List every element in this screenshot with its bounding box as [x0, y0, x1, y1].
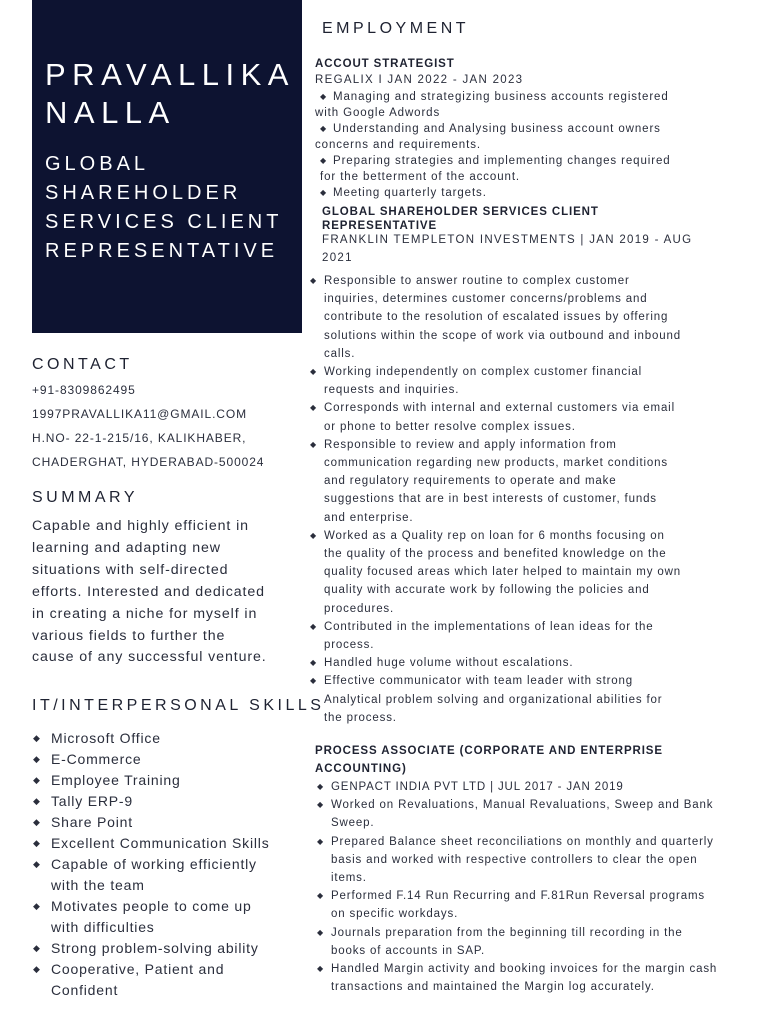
summary-line: Capable and highly efficient in: [32, 518, 249, 534]
job-bullet-item: [315, 960, 767, 996]
job-company-dates: REGALIX I JAN 2022 - JAN 2023: [315, 74, 524, 86]
skill-item: [32, 833, 307, 854]
summary-line: efforts. Interested and dedicated: [32, 583, 265, 600]
name-header-block: [32, 0, 302, 333]
job-bullet-item: [315, 833, 767, 888]
bullet-diamond-icon: ◆: [317, 964, 324, 974]
job-title-line: REPRESENTATIVE: [322, 220, 438, 232]
skills-heading: IT/INTERPERSONAL SKILLS: [32, 697, 325, 714]
job-bullet-item: [300, 654, 762, 672]
skill-item: [32, 812, 307, 833]
job-bullet-text: calls.: [324, 347, 356, 360]
bullet-diamond-icon: ◆: [33, 754, 41, 764]
summary-text: [32, 516, 302, 669]
job-bullet-text: transactions and maintained the Margin log accurately.: [331, 981, 655, 994]
bullet-diamond-icon: ◆: [320, 124, 328, 133]
job-bullet-text: books of accounts in SAP.: [331, 944, 486, 957]
email-address: 1997PRAVALLIKA11@GMAIL.COM: [32, 407, 247, 421]
job-bullet-item: [315, 121, 767, 153]
job-bullet-text: the process.: [324, 711, 397, 724]
job-bullet-text: ◆ Understanding and Analysing business account owners: [320, 123, 661, 135]
bullet-diamond-icon: ◆: [33, 901, 41, 911]
bullet-diamond-icon: ◆: [310, 530, 317, 540]
job-bullet-item: [300, 363, 762, 399]
bullet-diamond-icon: ◆: [320, 156, 328, 165]
job-bullet-text: communication regarding new products, market conditions: [324, 457, 668, 470]
skill-text: E-Commerce: [51, 751, 142, 767]
title-line: REPRESENTATIVE: [45, 240, 279, 262]
job-title: [315, 742, 767, 778]
job-bullet-text: GENPACT INDIA PVT LTD | JUL 2017 - JAN 2019: [331, 781, 624, 793]
job-bullet-text: suggestions that are in best interests of customer, funds: [324, 493, 657, 506]
job-bullet-item: [300, 399, 762, 435]
bullet-diamond-icon: ◆: [33, 838, 41, 848]
contact-heading: CONTACT: [32, 356, 133, 373]
skill-text: Excellent Communication Skills: [51, 835, 270, 851]
bullet-diamond-icon: ◆: [33, 733, 41, 743]
skill-text: Motivates people to come up: [51, 898, 252, 914]
address-line: CHADERGHAT, HYDERABAD-500024: [32, 455, 265, 469]
job-bullet-text: items.: [331, 872, 367, 885]
job-company-dates: [322, 231, 762, 267]
job-bullet-item: [315, 887, 767, 923]
skill-item: [32, 854, 307, 896]
job-bullet-text: inquiries, determines customer concerns/problems and: [324, 293, 648, 306]
job-bullet-text: for the betterment of the account.: [320, 170, 521, 183]
bullet-diamond-icon: ◆: [317, 836, 324, 846]
job-bullet-item: [300, 672, 762, 727]
skill-item: [32, 791, 307, 812]
skill-text: Tally ERP-9: [51, 793, 133, 809]
job-title-line: ACCOUNTING): [315, 763, 407, 775]
job-bullet-item: [315, 89, 767, 121]
job-bullet-text: Worked on Revaluations, Manual Revaluations, Sweep and Bank: [331, 799, 714, 812]
job-bullet-text: procedures.: [324, 602, 395, 615]
job-bullet-text: and enterprise.: [324, 511, 414, 524]
job-bullet-text: Handled Margin activity and booking invoices for the margin cash: [331, 963, 718, 976]
job-entry: [315, 742, 767, 996]
skill-item: [32, 959, 307, 1001]
skill-item: [32, 770, 307, 791]
bullet-diamond-icon: ◆: [33, 859, 41, 869]
job-bullet-item: [300, 436, 762, 527]
job-bullet-item: [315, 924, 767, 960]
job-meta-line: 2021: [322, 252, 353, 264]
job-bullet-item: [315, 153, 767, 185]
skill-text: with difficulties: [51, 919, 155, 935]
job-bullet-text: Responsible to review and apply information from: [324, 438, 617, 451]
bullet-diamond-icon: ◆: [317, 891, 324, 901]
bullet-diamond-icon: ◆: [317, 782, 324, 791]
job-bullet-item: [315, 185, 767, 202]
job-bullet-text: concerns and requirements.: [315, 138, 481, 151]
skill-item: [32, 749, 307, 770]
job-bullet-text: on specific workdays.: [331, 908, 459, 921]
phone-number: +91-8309862495: [32, 383, 136, 397]
job-bullet-list: [315, 89, 767, 202]
candidate-name: [45, 56, 302, 132]
employment-heading: EMPLOYMENT: [322, 20, 470, 37]
job-bullet-text: basis and worked with respective controllers to clear the open: [331, 853, 698, 866]
job-bullet-text: quality with accurate work by following the policies and: [324, 584, 650, 597]
bullet-diamond-icon: ◆: [33, 964, 41, 974]
job-bullet-text: with Google Adwords: [315, 106, 441, 119]
bullet-diamond-icon: ◆: [310, 676, 317, 686]
job-bullet-list: [315, 778, 767, 996]
skill-text: Strong problem-solving ability: [51, 940, 259, 956]
job-entry: [315, 55, 767, 202]
bullet-diamond-icon: ◆: [310, 439, 317, 449]
job-bullet-text: Performed F.14 Run Recurring and F.81Run Reversal programs: [331, 890, 706, 903]
address-line: H.NO- 22-1-215/16, KALIKHABER,: [32, 431, 247, 445]
bullet-diamond-icon: ◆: [33, 943, 41, 953]
title-line: SHAREHOLDER: [45, 182, 242, 204]
job-bullet-text: Contributed in the implementations of lean ideas for the: [324, 620, 654, 633]
skill-text: Confident: [51, 982, 119, 998]
skill-text: with the team: [51, 877, 145, 893]
contact-section: [32, 382, 302, 478]
summary-line: learning and adapting new: [32, 539, 221, 556]
skill-item: [32, 728, 307, 749]
bullet-diamond-icon: ◆: [310, 621, 317, 631]
skill-text: Share Point: [51, 814, 133, 830]
summary-heading: SUMMARY: [32, 489, 138, 506]
skill-item: [32, 938, 307, 959]
name-line: PRAVALLIKA: [45, 57, 295, 92]
summary-line: situations with self-directed: [32, 561, 229, 578]
bullet-diamond-icon: ◆: [310, 276, 317, 285]
job-bullet-text: ◆ Preparing strategies and implementing changes required: [320, 155, 671, 167]
skill-text: Capable of working efficiently: [51, 856, 257, 872]
candidate-title: [45, 150, 302, 266]
skill-item: [32, 896, 307, 938]
job-bullet-item: [315, 778, 767, 796]
job-entry: [310, 203, 762, 727]
job-bullet-text: quality focused areas which later helped to maintain my own: [324, 566, 681, 579]
title-line: GLOBAL: [45, 153, 150, 175]
job-bullet-text: Worked as a Quality rep on loan for 6 months focusing on: [324, 529, 665, 542]
job-bullet-text: Working independently on complex customer financial: [324, 366, 643, 379]
name-line: NALLA: [45, 95, 176, 130]
job-title-line: PROCESS ASSOCIATE (CORPORATE AND ENTERPRISE: [315, 745, 663, 757]
bullet-diamond-icon: ◆: [320, 92, 328, 101]
skill-text: Cooperative, Patient and: [51, 961, 225, 977]
job-bullet-list: [300, 272, 762, 727]
job-bullet-text: Prepared Balance sheet reconciliations on monthly and quarterly: [331, 835, 714, 848]
skill-text: Microsoft Office: [51, 730, 161, 746]
skill-text: Employee Training: [51, 772, 181, 788]
bullet-diamond-icon: ◆: [317, 927, 324, 937]
bullet-diamond-icon: ◆: [33, 817, 41, 827]
bullet-diamond-icon: ◆: [320, 188, 328, 197]
bullet-diamond-icon: ◆: [310, 658, 317, 668]
job-bullet-text: Responsible to answer routine to complex customer: [324, 275, 630, 287]
summary-line: in creating a niche for myself in: [32, 605, 258, 622]
bullet-diamond-icon: ◆: [310, 403, 317, 413]
job-bullet-text: Analytical problem solving and organizational abilities for: [324, 693, 663, 706]
job-bullet-text: solutions within the scope of work via outbound and inbound: [324, 329, 682, 342]
job-title-line: GLOBAL SHAREHOLDER SERVICES CLIENT: [322, 206, 599, 218]
bullet-diamond-icon: ◆: [310, 367, 317, 377]
job-bullet-item: [315, 796, 767, 832]
skills-list: [32, 728, 307, 1001]
job-bullet-text: Handled huge volume without escalations.: [324, 657, 574, 670]
job-bullet-item: [300, 527, 762, 618]
bullet-diamond-icon: ◆: [33, 775, 41, 785]
job-bullet-item: [300, 272, 762, 363]
job-bullet-text: requests and inquiries.: [324, 384, 460, 397]
bullet-diamond-icon: ◆: [33, 796, 41, 806]
job-bullet-text: Effective communicator with team leader with strong: [324, 675, 634, 688]
job-bullet-text: Journals preparation from the beginning till recording in the: [331, 926, 683, 939]
job-bullet-item: [300, 618, 762, 654]
job-title: ACCOUT STRATEGIST: [315, 58, 455, 70]
job-bullet-text: ◆ Meeting quarterly targets.: [320, 187, 487, 199]
summary-line: cause of any successful venture.: [32, 649, 267, 666]
summary-line: various fields to further the: [32, 627, 226, 644]
title-line: SERVICES CLIENT: [45, 211, 283, 233]
job-bullet-text: and regulatory requirements to operate and make: [324, 475, 617, 488]
bullet-diamond-icon: ◆: [317, 800, 324, 810]
job-bullet-text: Corresponds with internal and external customers via email: [324, 402, 675, 415]
job-bullet-text: process.: [324, 639, 375, 652]
job-bullet-text: Sweep.: [331, 817, 375, 830]
job-bullet-text: the quality of the process and benefited knowledge on the: [324, 548, 667, 561]
job-bullet-text: contribute to the resolution of escalated issues by offering: [324, 311, 669, 324]
job-bullet-text: ◆ Managing and strategizing business accounts registered: [320, 91, 669, 103]
job-meta-line: FRANKLIN TEMPLETON INVESTMENTS | JAN 2019 - AUG: [322, 234, 693, 246]
job-bullet-text: or phone to better resolve complex issues.: [324, 420, 576, 433]
